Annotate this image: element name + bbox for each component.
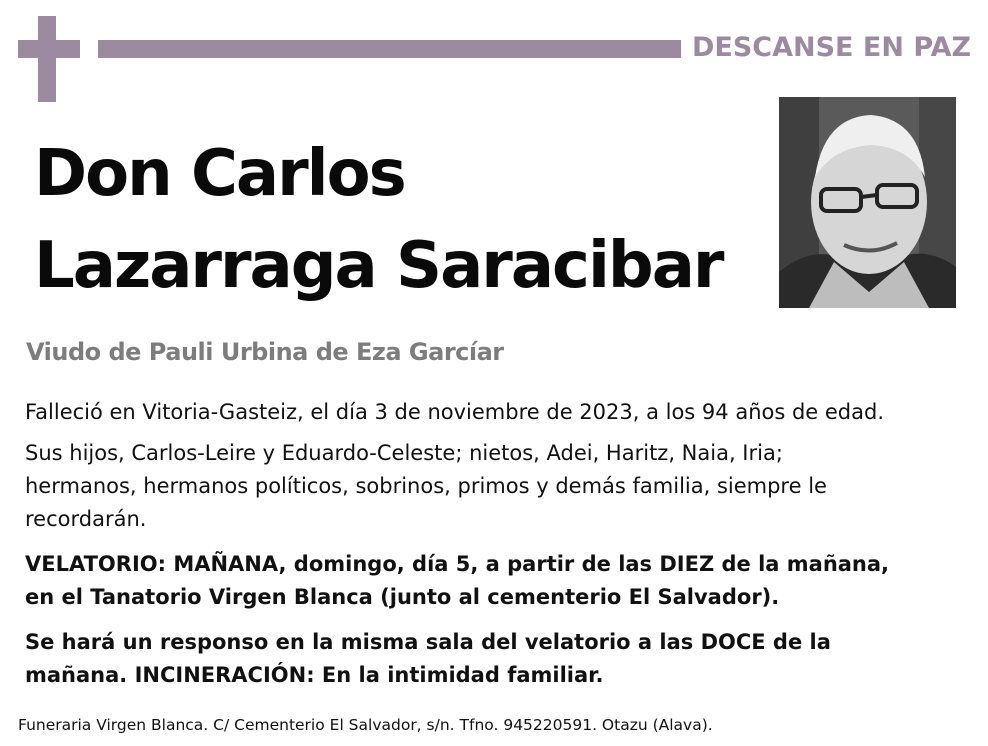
service-paragraph: [25, 626, 970, 692]
widow-subtitle: Viudo de Pauli Urbina de Eza Garcíar: [26, 338, 504, 366]
header-title: DESCANSE EN PAZ: [692, 32, 972, 63]
portrait-illustration: [779, 97, 956, 308]
family-paragraph: [25, 437, 970, 536]
service-line-1: Se hará un responso en la misma sala del velatorio a las DOCE de la: [25, 630, 831, 654]
deceased-name: [34, 128, 722, 312]
name-line-2: Lazarraga Saracibar: [34, 229, 723, 303]
cross-icon-horizontal: [18, 40, 80, 58]
header-rule: [98, 40, 681, 58]
wake-line-2: en el Tanatorio Virgen Blanca (junto al cementerio El Salvador).: [25, 585, 780, 609]
name-line-1: Don Carlos: [34, 137, 405, 211]
family-line-2: hermanos, hermanos políticos, sobrinos, primos y demás familia, siempre le: [25, 474, 827, 498]
funeral-home-footer: Funeraria Virgen Blanca. C/ Cementerio El Salvador, s/n. Tfno. 945220591. Otazu (Alava).: [18, 716, 713, 734]
portrait-photo: [779, 97, 956, 308]
wake-paragraph: [25, 548, 970, 614]
cross-icon-vertical: [38, 16, 56, 102]
death-notice: Falleció en Vitoria-Gasteiz, el día 3 de noviembre de 2023, a los 94 años de edad.: [25, 400, 885, 424]
family-line-3: recordarán.: [25, 507, 147, 531]
family-line-1: Sus hijos, Carlos-Leire y Eduardo-Celeste; nietos, Adei, Haritz, Naia, Iria;: [25, 441, 783, 465]
wake-line-1: VELATORIO: MAÑANA, domingo, día 5, a partir de las DIEZ de la mañana,: [25, 552, 890, 576]
service-line-2: mañana. INCINERACIÓN: En la intimidad familiar.: [25, 663, 604, 687]
